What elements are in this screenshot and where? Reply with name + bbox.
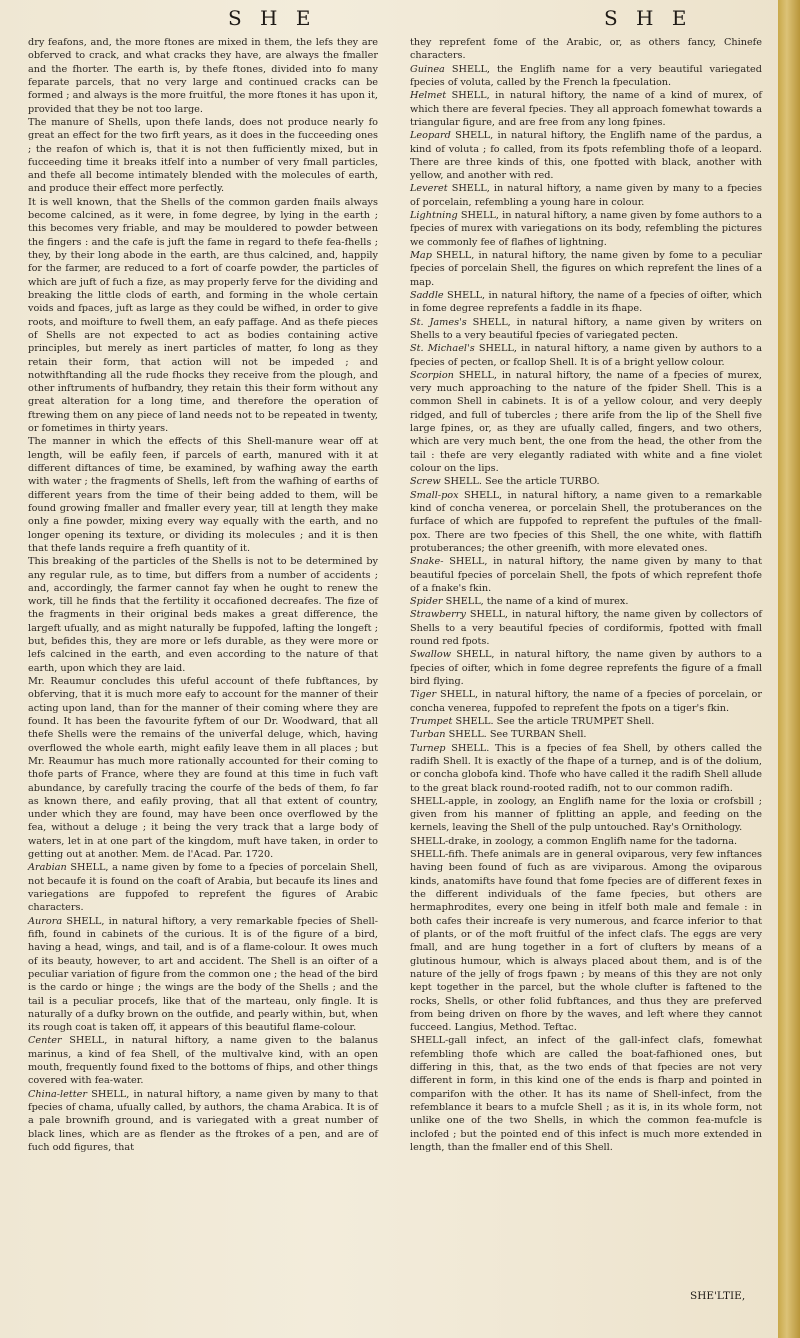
paragraph (28, 915, 378, 1035)
entry-text: SHELL, the Englifh name for a very beautiful variegated fpecies of voluta, called by the French la fpeculation. (410, 63, 762, 88)
entry-text: SHELL, in natural hiftory, a name given to a remarkable kind of concha venerea, or porcelain Shell, the protuberances on the furface of which are fuppofed to reprefent the puftules of the fmall-pox. There are two fpecies of this Shell, the one white, with flattifh protuberances; the other greenifh, with more elevated ones. (410, 489, 762, 554)
entry-text: SHELL-gall infect, an infect of the gall-infect clafs, fomewhat refembling thofe which are called the boat-fafhioned ones, but differing in this, that, as the two ends of that fpecies are not very different in form, in this kind one of the ends is fharp and pointed in comparifon with the other. It has its name of Shell-infect, from the refemblance it bears to a mufcle Shell ; as it is, in its whole form, not unlike one of the two Shells, in which the common fea-mufcle is inclofed ; but the pointed end of this infect is much more extended in length, than the fmaller end of this Shell. (410, 1035, 762, 1153)
entry-text: SHELL. See TURBAN Shell. (448, 729, 587, 741)
paragraph (410, 688, 762, 715)
left-column (28, 36, 378, 1154)
entry-text: SHELL, in natural hiftory, the name given by fome to a peculiar fpecies of porcelain Shell, the figures on which reprefent the lines of a map. (410, 250, 762, 288)
entry-term: Center (28, 1035, 62, 1047)
running-head-left: S H E (228, 6, 317, 30)
page-edge (778, 0, 800, 1338)
entry-term: Turban (410, 729, 446, 741)
entry-text: SHELL-apple, in zoology, an Englifh name for the loxia or crofsbill ; given from his manner of fplitting an apple, and feeding on the kernels, leaving the Shell of the pulp untouched. Ray's Ornithology. (410, 795, 762, 834)
entry-term: Spider (410, 596, 443, 608)
entry-text: SHELL, in natural hiftory, the name given by many to that beautiful fpecies of porcelain Shell, the fpots of which reprefent thofe of a fnake's fkin. (410, 556, 762, 594)
entry-text: SHELL, in natural hiftory, the name of a fpecies of oifter, which in fome degree reprefents a faddle in its fhape. (410, 289, 762, 315)
paragraph (410, 249, 762, 289)
paragraph (28, 116, 378, 196)
entry-text: SHELL, in natural hiftory, a name given by authors to a fpecies of pecten, or fcallop Shell. It is of a bright yellow colour. (410, 343, 762, 368)
entry-term: Helmet (410, 90, 447, 102)
entry-term: Lightning (410, 210, 458, 222)
entry-term: Screw (410, 476, 441, 488)
paragraph (410, 648, 762, 688)
paragraph (28, 675, 378, 861)
paragraph (410, 209, 762, 249)
paragraph (28, 555, 378, 675)
entry-text: The manure of Shells, upon thefe lands, does not produce nearly fo great an effect for the two firft years, as it does in the fucceeding ones ; the reafon of which is, that it is not then fufficiently mixed, but in fucceeding time it breaks itfelf into a number of very fmall particles, and thefe all become intimately blended with the molecules of earth, and produce their effect more perfectly. (28, 116, 378, 195)
entry-term: St. James's (410, 316, 467, 328)
paragraph (410, 129, 762, 182)
paragraph (410, 555, 762, 595)
entry-term: St. Michael's (410, 343, 475, 355)
paragraph (28, 196, 378, 436)
paragraph (410, 342, 762, 369)
entry-text: The manner in which the effects of this Shell-manure wear off at length, will be eafily feen, if parcels of earth, manured with it at different diftances of time, be examined, by wafhing away the earth with water ; the fragments of Shells, left from the wafhing of earths of different years from the time of their being added to them, will be found growing fmaller and fmaller every year, till at length they make only a fine powder, mixing every way equally with the earth, and no longer opening its texture, or dividing its molecules ; and it is then that thefe lands require a frefh quantity of it. (28, 436, 378, 554)
entry-term: Tiger (410, 689, 437, 701)
entry-term: Trumpet (410, 715, 453, 727)
paragraph (410, 595, 762, 608)
entry-text: dry feafons, and, the more ftones are mixed in them, the lefs they are obferved to crack, and what cracks they have, are always the fmaller and the fhorter. The earth is, by thefe ftones, divided into fo many feparate parcels, that no very large and continued cracks can be formed ; and always is the more fruitful, the more ftones it has upon it, provided that they be not too large. (28, 37, 378, 115)
entry-term: Scorpion (410, 369, 454, 381)
entry-term: Saddle (410, 289, 444, 301)
entry-text: SHELL, in natural hiftory, a name given by many to that fpecies of chama, ufually called, by authors, the chama Arabica. It is of a pale brownifh ground, and is variegated with a great number of black lines, which are as flender as the ftrokes of a pen, and are of fuch odd figures, that (28, 1088, 378, 1153)
entry-text: SHELL, in natural hiftory, the name given by collectors of Shells to a very beautiful fpecies of cordiformis, fpotted with fmall round red fpots. (410, 609, 762, 648)
paragraph (410, 369, 762, 476)
entry-term: Map (410, 250, 432, 261)
paragraph (28, 435, 378, 555)
paragraph (410, 289, 762, 316)
paragraph (28, 1088, 378, 1155)
running-head-right: S H E (604, 6, 693, 30)
entry-term: Leveret (410, 183, 448, 195)
paragraph (410, 795, 762, 835)
entry-text: SHELL, in natural hiftory, the name of a fpecies of porcelain, or concha venerea, fuppofed to reprefent the fpots on a tiger's fkin. (410, 689, 762, 714)
entry-text: SHELL-fifh. Thefe animals are in general oviparous, very few inftances having been found of fuch as are viviparous. Among the oviparous kinds, anatomifts have found that fome fpecies are of different fexes in the different individuals of the fame fpecies, but others are hermaphrodites, every one being in itfelf both male and female : in both cafes their increafe is very numerous, and fcarce inferior to that of plants, or of the moft fruitful of the infect clafs. The eggs are very fmall, and are hung together in a fort of clufters by means of a glutinous humour, which is always placed about them, and is of the nature of the jelly of frogs fpawn ; by means of this they are not only kept together in the parcel, but the whole clufter is faftened to the rocks, Shells, or other folid fubftances, and thus they are preferved from being driven on fhore by the waves, and left where they cannot fucceed. Langius, Method. Teftac. (410, 849, 762, 1034)
paragraph (410, 475, 762, 488)
entry-text: SHELL. This is a fpecies of fea Shell, by others called the radifh Shell. It is exactly of the fhape of a turnep, and is of the dolium, or concha globofa kind. Thofe who have called it the radifh Shell allude to the great black round-rooted radifh, not to our common radifh. (410, 742, 762, 794)
entry-term: China-letter (28, 1088, 88, 1100)
entry-text: SHELL, in natural hiftory, a very remarkable fpecies of Shell-fifh, found in cabinets of the curious. It is of the figure of a bird, having a head, wings, and tail, and is of a flame-colour. It owes much of its beauty, however, to art and accident. The Shell is an oifter of a peculiar variation of figure from the common one ; the head of the bird is the cardo or hinge ; the wings are the body of the Shells ; and the tail is a peculiar procefs, like that of the marteau, only fingle. It is naturally of a dufky brown on the outfide, and pearly within, but, when its rough coat is taken off, it appears of this beautiful flame-colour. (28, 915, 378, 1034)
entry-text: SHELL, in natural hiftory, a name given by many to a fpecies of porcelain, refembling a young hare in colour. (410, 183, 762, 208)
paragraph (410, 715, 762, 728)
paragraph (410, 489, 762, 556)
entry-text: SHELL, in natural hiftory, the Englifh name of the pardus, a kind of voluta ; fo called, from its fpots refembling thofe of a leopard. There are three kinds of this, one fpotted with black, another with yellow, and another with red. (410, 130, 762, 182)
entry-text: SHELL, the name of a kind of murex. (445, 596, 629, 608)
paragraph (28, 1034, 378, 1087)
paragraph (28, 861, 378, 914)
paragraph (410, 182, 762, 209)
catchword: SHE'LTIE, (690, 1290, 746, 1302)
entry-term: Strawberry (410, 609, 466, 621)
entry-text: This breaking of the particles of the Shells is not to be determined by any regular rule, as to time, but differs from a number of accidents ; and, accordingly, the farmer cannot fay when he ought to renew the work, till he finds that the fertility it occafioned decreafes. The fize of the fragments in their original beds makes a great difference, the largeft ufually, and as might naturally be fuppofed, lafting the longeft ; but, befides this, they are more or lefs durable, as they were more or lefs calcined in the earth, and even according to the nature of that earth, upon which they are laid. (28, 556, 378, 674)
entry-text: they reprefent fome of the Arabic, or, as others fancy, Chinefe characters. (410, 37, 762, 62)
entry-text: SHELL, in natural hiftory, the name of a fpecies of murex, very much approaching to the nature of the fpider Shell. This is a common Shell in cabinets. It is of a yellow colour, and very deeply ridged, and full of tubercles ; there arife from the lip of the Shell five large fpines, or, as they are ufually called, fingers, and two others, which are very much bent, the one from the head, the other from the tail : thefe are very elegantly radiated with white and a fine violet colour on the lips. (410, 369, 762, 474)
paragraph (410, 36, 762, 63)
right-column (410, 36, 762, 1154)
entry-text: SHELL, in natural hiftory, a name given by fome authors to a fpecies of murex with variegations on its body, refembling the pictures we commonly fee of flafhes of lightning. (410, 210, 762, 248)
paragraph (410, 728, 762, 741)
entry-text: SHELL, a name given by fome to a fpecies of porcelain Shell, not becaufe it is found on the coaft of Arabia, but becaufe its lines and variegations are fuppofed to reprefent the figures of Arabic characters. (28, 862, 378, 914)
paragraph (410, 316, 762, 343)
paragraph (410, 1034, 762, 1154)
entry-text: SHELL, in natural hiftory, the name given by authors to a fpecies of oifter, which in fome degree reprefents the figure of a fmall bird flying. (410, 649, 762, 687)
entry-term: Guinea (410, 63, 445, 75)
paragraph (28, 36, 378, 116)
entry-text: It is well known, that the Shells of the common garden fnails always become calcined, as it were, in fome degree, by lying in the earth ; this becomes very friable, and may be mouldered to powder between the fingers : and the cafe is juft the fame in regard to thefe fea-fhells ; they, by their long abode in the earth, are thus calcined, and, happily for the farmer, are reduced to a fort of coarfe powder, the particles of which are juft of fuch a fize, as may properly ferve for the dividing and breaking the little clods of earth, and forming in the whole certain voids and fpaces, juft as large as they could be wifhed, in order to give roots, and moifture to fwell them, an eafy paffage. And as thefe pieces of Shells are not expected to act as bodies containing active principles, but merely as inert particles of matter, fo long as they retain their form, that action will not be impeded ; and notwithftanding all the rude fhocks they receive from the plough, and other inftruments of hufbandry, they retain this their form without any great alteration for a long time, and therefore the operation of ftrewing them on any piece of land needs not to be repeated in twenty, or fometimes in thirty years. (28, 196, 378, 435)
entry-term: Snake- (410, 556, 444, 568)
entry-text: SHELL, in natural hiftory, a name given by writers on Shells to a very beautiful fpecies of variegated pecten. (410, 316, 762, 341)
entry-text: SHELL. See the article TURBO. (443, 476, 600, 488)
paragraph (410, 848, 762, 1034)
paragraph (410, 89, 762, 129)
entry-term: Small-pox (410, 489, 459, 501)
entry-text: SHELL, in natural hiftory, the name of a kind of murex, of which there are feveral fpecies. They all approach fomewhat towards a triangular figure, and are free from any long fpines. (410, 90, 762, 128)
entry-term: Leopard (410, 130, 451, 142)
entry-term: Arabian (28, 862, 67, 874)
entry-text: SHELL, in natural hiftory, a name given to the balanus marinus, a kind of fea Shell, of the multivalve kind, with an open mouth, frequently found fixed to the bottoms of fhips, and other things covered with fea-water. (28, 1035, 378, 1087)
entry-term: Turnep (410, 742, 446, 754)
entry-text: SHELL. See the article TRUMPET Shell. (455, 715, 655, 727)
paragraph (410, 835, 762, 848)
paragraph (410, 742, 762, 795)
paragraph (410, 608, 762, 648)
entry-text: Mr. Reaumur concludes this ufeful account of thefe fubftances, by obferving, that it is much more eafy to account for the manner of their acting upon land, than for the manner of their coming where they are found. It has been the favourite fyftem of our Dr. Woodward, that all thefe Shells were the remains of the univerfal deluge, which, having overflowed the whole earth, might eafily leave them in all places ; but Mr. Reaumur has much more rationally accounted for their coming to thofe parts of France, where they are found at this time in fuch vaft abundance, by carefully tracing the courfe of the beds of them, fo far as known there, and eafily proving, that all that extent of country, under which they are found, may have been once overflowed by the fea, without a deluge ; it being the very track that a large body of waters, let in at one part of the kingdom, muft have taken, in order to getting out at another. Mem. de l'Acad. Par. 1720. (28, 676, 378, 861)
entry-term: Aurora (28, 915, 63, 927)
entry-text: SHELL-drake, in zoology, a common Englifh name for the tadorna. (410, 835, 738, 847)
paragraph (410, 63, 762, 90)
entry-term: Swallow (410, 649, 452, 661)
